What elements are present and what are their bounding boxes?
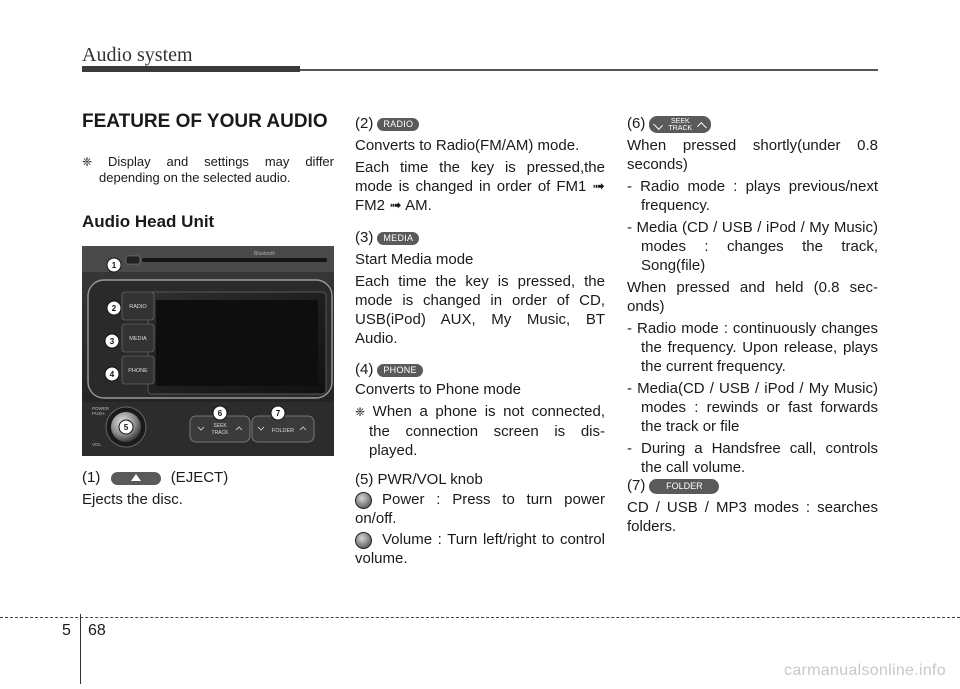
page-number: 68 — [88, 622, 106, 639]
footer-dashed-rule — [0, 617, 960, 618]
text-line: When pressed and held (0.8 sec- — [627, 279, 878, 296]
item-prefix: (4) — [355, 361, 374, 378]
callout-5: 5 — [123, 423, 129, 432]
text-line: Audio. — [355, 330, 398, 347]
callout-2: 2 — [111, 304, 117, 313]
knob-power-text — [355, 490, 605, 528]
text-line: CD / USB / MP3 modes : searches — [627, 499, 878, 516]
text-line: Each time the key is pressed,the — [355, 159, 605, 176]
text-line: modes : rewinds or fast forwards — [641, 399, 878, 416]
text-line: Converts to Phone mode — [355, 381, 521, 398]
text-line: frequency. — [641, 197, 710, 214]
text-line: When a phone is not connected, — [372, 403, 605, 420]
text-line: folders. — [627, 518, 677, 535]
callout-3: 3 — [109, 337, 115, 346]
text-line: Converts to Radio(FM/AM) mode. — [355, 137, 580, 154]
text-line: on/off. — [355, 510, 397, 527]
subsection-title: Audio Head Unit — [82, 212, 215, 231]
text-line: - Radio mode : continuously changes — [627, 320, 878, 337]
text-line: When pressed shortly(under 0.8 — [627, 137, 878, 154]
media-item-heading — [355, 228, 419, 247]
folder-item-heading — [627, 476, 719, 495]
text-line: - Radio mode : plays previous/next — [627, 178, 878, 195]
radio-key-badge: RADIO — [377, 118, 419, 131]
text-line: seconds) — [627, 156, 688, 173]
eject-item — [82, 468, 228, 487]
watermark: carmanualsonline.info — [784, 662, 946, 679]
callout-6: 6 — [217, 409, 223, 418]
item-prefix: (7) — [627, 477, 646, 494]
text-line: played. — [369, 442, 418, 459]
section-number: 5 — [62, 622, 71, 639]
badge-line: SEEK — [671, 117, 690, 125]
text-line: Each time the key is pressed, the — [355, 273, 605, 290]
text-line: Song(file) — [641, 257, 706, 274]
item-prefix: (3) — [355, 229, 374, 246]
callout-4: 4 — [109, 370, 115, 379]
page-header-title: Audio system — [82, 44, 193, 66]
eject-prefix: (1) — [82, 469, 101, 486]
callout-1: 1 — [111, 261, 117, 270]
text-line: - During a Handsfree call, controls — [627, 440, 878, 457]
phone-button-label: PHONE — [128, 368, 148, 374]
text-line: - Media(CD / USB / iPod / My Music) — [627, 380, 878, 397]
seek-item-heading — [627, 114, 711, 133]
text-line: modes : changes the track, — [641, 238, 878, 255]
item-prefix: (2) — [355, 115, 374, 132]
radio-item-heading — [355, 114, 419, 133]
track-label: TRACK — [211, 430, 229, 436]
footer-divider — [80, 614, 81, 684]
text-line: Start Media mode — [355, 251, 474, 268]
media-button-label: MEDIA — [129, 336, 147, 342]
phone-item-text — [355, 380, 605, 460]
knob-icon — [355, 532, 372, 549]
header-rule — [300, 69, 878, 71]
audio-head-unit-illustration — [82, 246, 334, 456]
text-line: Volume : Turn left/right to control — [382, 531, 605, 548]
text-line: - Media (CD / USB / iPod / My Music) — [627, 219, 878, 236]
radio-button-label: RADIO — [129, 304, 147, 310]
seek-item-text — [627, 136, 878, 477]
text-line: the current frequency. — [641, 358, 786, 375]
note-line: Display and settings may differ — [107, 154, 334, 169]
text-line: USB(iPod) AUX, My Music, BT — [355, 311, 605, 328]
eject-suffix: (EJECT) — [170, 469, 229, 486]
text-line: mode is changed in order of CD, — [355, 292, 605, 309]
text-line: Power : Press to turn power — [382, 491, 605, 508]
knob-item-title: (5) PWR/VOL knob — [355, 471, 483, 488]
power-label: POWER — [92, 406, 110, 411]
item-prefix: (6) — [627, 115, 646, 132]
folder-label: FOLDER — [271, 428, 295, 434]
audio-head-unit-image — [82, 246, 334, 456]
text-line: the call volume. — [641, 459, 746, 476]
section-title: FEATURE OF YOUR AUDIO — [82, 111, 328, 132]
text-line: mode is changed in order of FM1 ➟ — [355, 178, 605, 195]
badge-line: TRACK — [668, 124, 693, 132]
radio-item-text — [355, 136, 605, 215]
text-line: the frequency. Upon release, plays — [641, 339, 878, 356]
vol-label: VOL — [92, 442, 102, 447]
media-key-badge: MEDIA — [377, 232, 419, 245]
note-mark-icon: ❈ — [355, 405, 366, 419]
seek-track-key-badge — [649, 116, 711, 133]
text-line: volume. — [355, 550, 408, 567]
eject-key-icon — [111, 472, 161, 485]
note-line: depending on the selected audio. — [99, 170, 291, 185]
text-line: FM2 ➟ AM. — [355, 197, 432, 214]
folder-key-badge: FOLDER — [649, 479, 719, 494]
bluetooth-label: Bluetooth — [254, 251, 276, 257]
media-item-text — [355, 250, 605, 348]
seek-label: SEEK — [213, 423, 227, 429]
eject-description: Ejects the disc. — [82, 491, 183, 508]
text-line: onds) — [627, 298, 665, 315]
text-line: the track or file — [641, 418, 740, 435]
note-mark-icon: ❈ — [82, 155, 93, 169]
header-bar — [82, 66, 300, 72]
knob-volume-text — [355, 530, 605, 568]
folder-item-text — [627, 498, 878, 536]
knob-icon — [355, 492, 372, 509]
text-line: the connection screen is dis- — [369, 423, 605, 440]
phone-key-badge: PHONE — [377, 364, 423, 377]
push-label: PUSH — [92, 411, 105, 416]
callout-7: 7 — [275, 409, 281, 418]
phone-item-heading — [355, 360, 423, 379]
display-note — [82, 154, 334, 186]
